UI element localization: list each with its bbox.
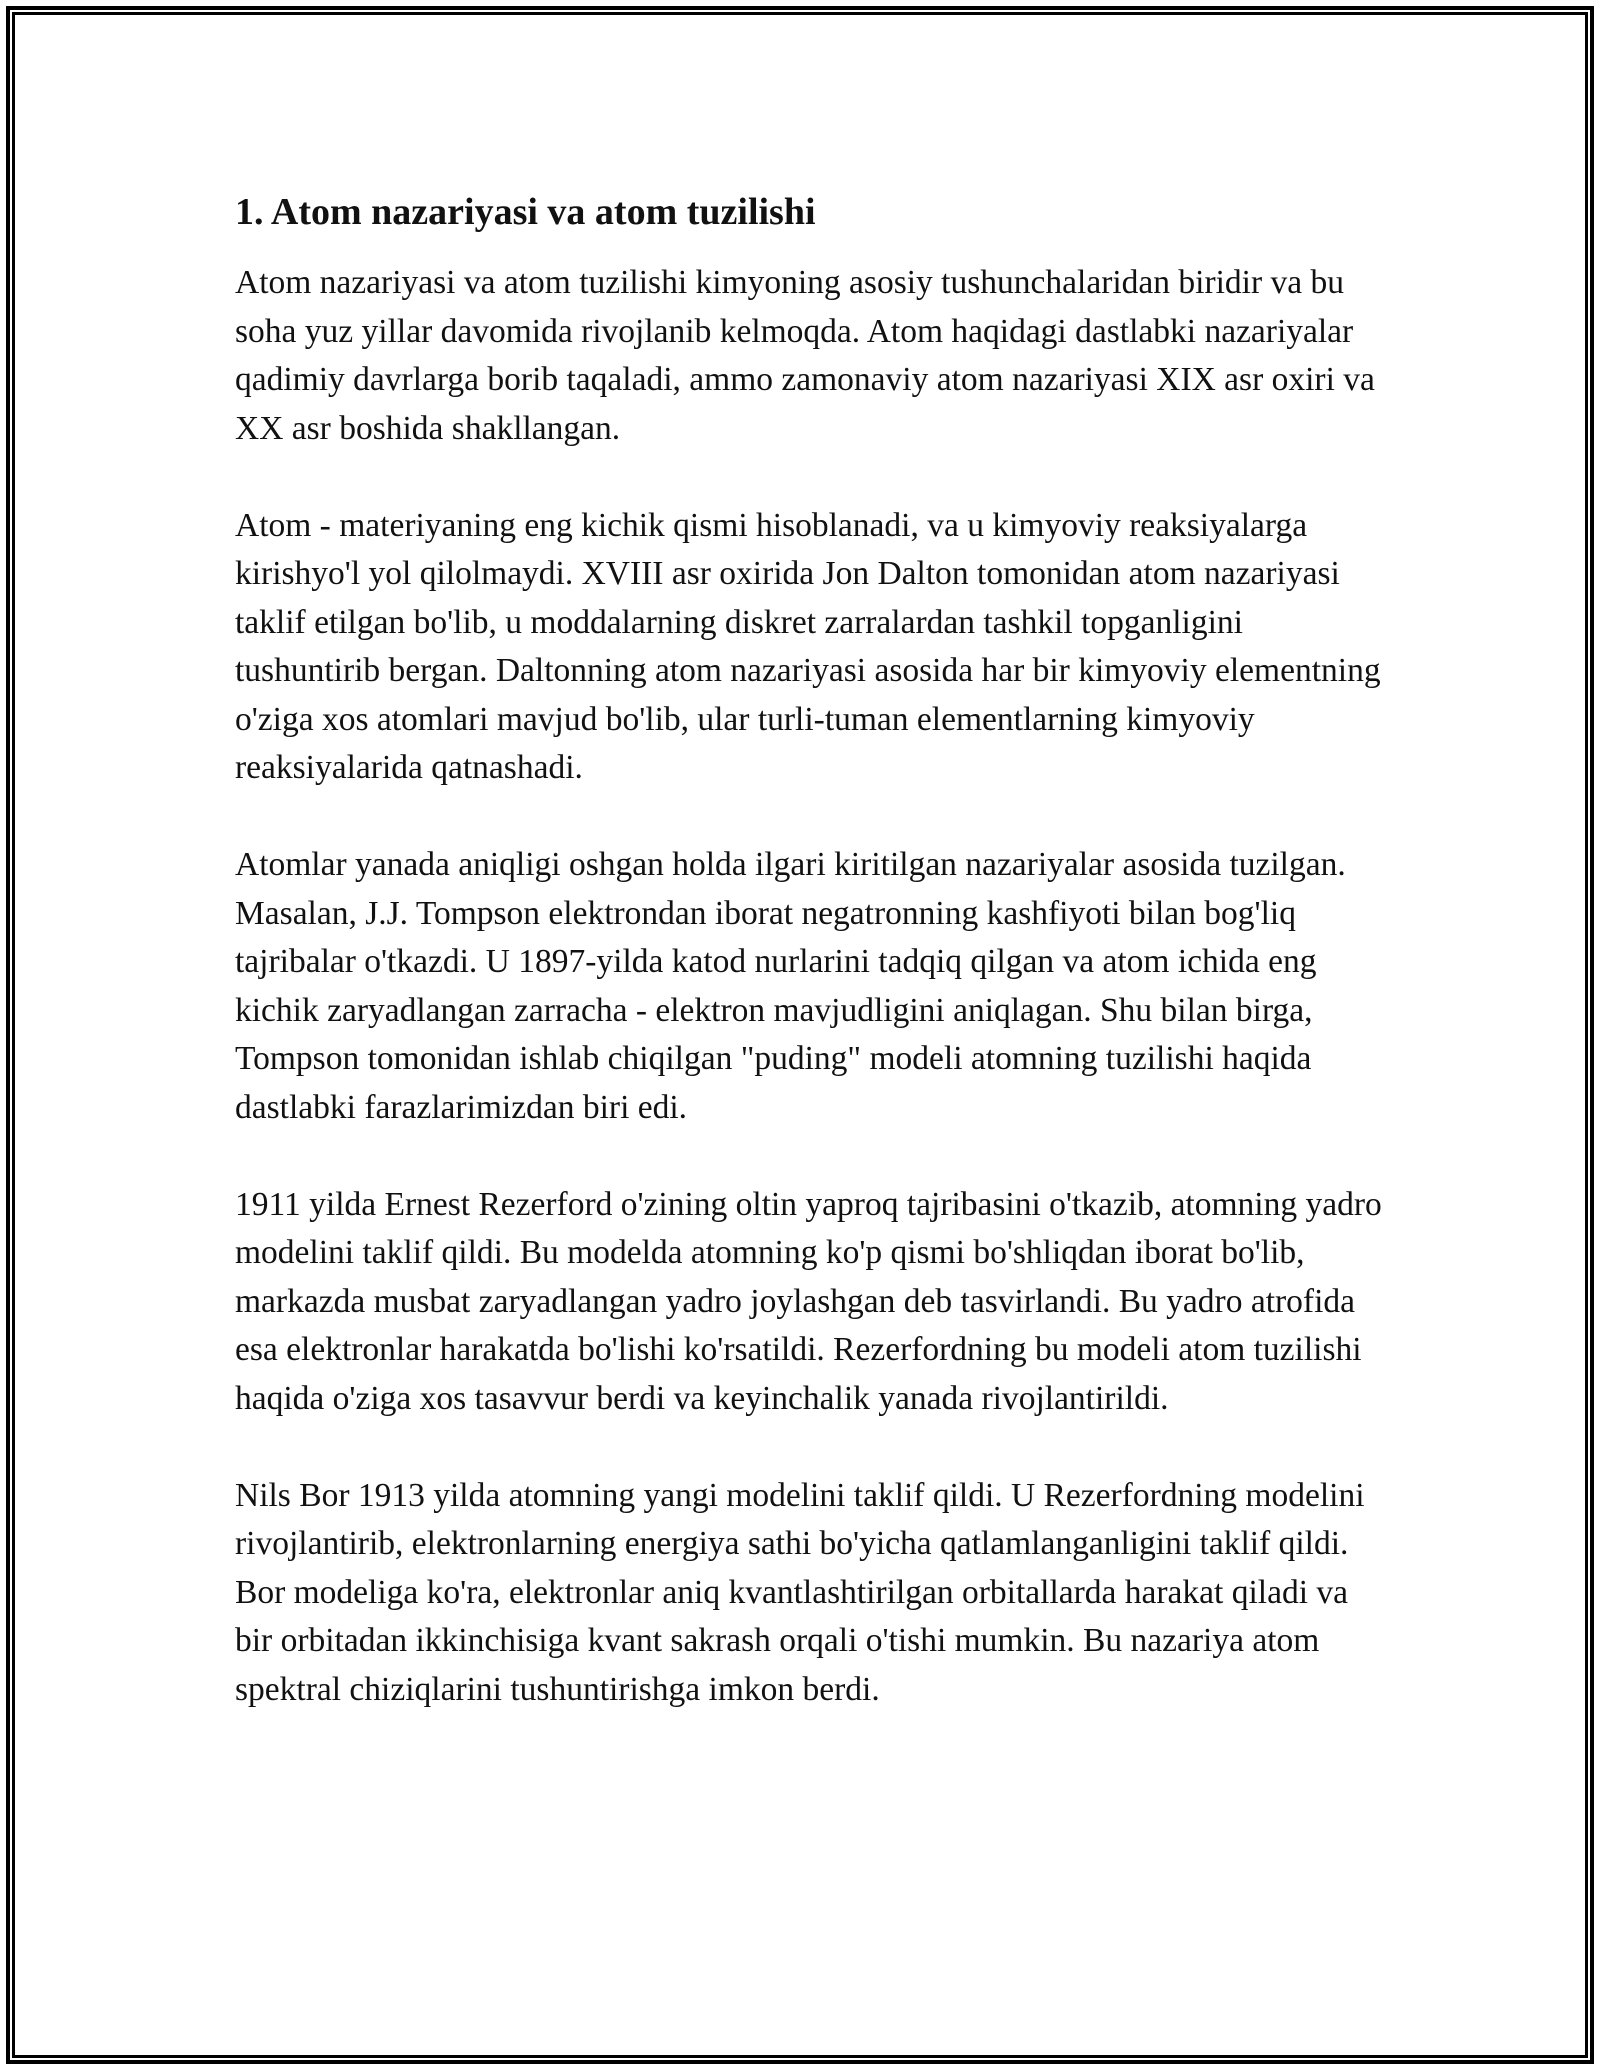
paragraph-intro: Atom nazariyasi va atom tuzilishi kimyoning asosiy tushunchalaridan biridir va bu soha yuz yillar davomida rivojlanib kelmoqda. Atom haqidagi dastlabki nazariyalar qadimiy davrlarga borib taqaladi, ammo zamonaviy atom nazariyasi XIX asr oxiri va XX asr boshida shakllangan. bbox=[235, 264, 1375, 447]
paragraph-thomson: Atomlar yanada aniqligi oshgan holda ilgari kiritilgan nazariyalar asosida tuzilgan. Masalan, J.J. Tompson elektrondan iborat negatronning kashfiyoti bilan bog'liq tajribalar o'tkazdi. U 1897-yilda katod nurlarini tadqiq qilgan va atom ichida eng kichik zaryadlangan zarracha - elektron mavjudligini aniqlagan. Shu bilan birga, Tompson tomonidan ishlab chiqilgan "puding" modeli atomning tuzilishi haqida dastlabki farazlarimizdan biri edi. bbox=[235, 846, 1346, 1126]
section-title: 1. Atom nazariyasi va atom tuzilishi bbox=[235, 191, 816, 233]
paragraph-rutherford: 1911 yilda Ernest Rezerford o'zining oltin yaproq tajribasini o'tkazib, atomning yadro modelini taklif qildi. Bu modelda atomning ko'p qismi bo'shliqdan iborat bo'lib, markazda musbat zaryadlangan yadro joylashgan deb tasvirlandi. Bu yadro atrofida esa elektronlar harakatda bo'lishi ko'rsatildi. Rezerfordning bu modeli atom tuzilishi haqida o'ziga xos tasavvur berdi va keyinchalik yanada rivojlantirildi. bbox=[235, 1185, 1382, 1417]
paragraph-bohr: Nils Bor 1913 yilda atomning yangi modelini taklif qildi. U Rezerfordning modelini rivojlantirib, elektronlarning energiya sathi bo'yicha qatlamlanganligini taklif qildi. Bor modeliga ko'ra, elektronlar aniq kvantlashtirilgan orbitallarda harakat qiladi va bir orbitadan ikkinchisiga kvant sakrash orqali o'tishi mumkin. Bu nazariya atom spektral chiziqlarini tushuntirishga imkon berdi. bbox=[235, 1476, 1365, 1708]
document-body bbox=[235, 188, 1385, 1763]
paragraph-dalton: Atom - materiyaning eng kichik qismi hisoblanadi, va u kimyoviy reaksiyalarga kirishyo'l yol qilolmaydi. XVIII asr oxirida Jon Dalton tomonidan atom nazariyasi taklif etilgan bo'lib, u moddalarning diskret zarralardan tashkil topganligini tushuntirib bergan. Daltonning atom nazariyasi asosida har bir kimyoviy elementning o'ziga xos atomlari mavjud bo'lib, ular turli-tuman elementlarning kimyoviy reaksiyalarida qatnashadi. bbox=[235, 506, 1381, 787]
